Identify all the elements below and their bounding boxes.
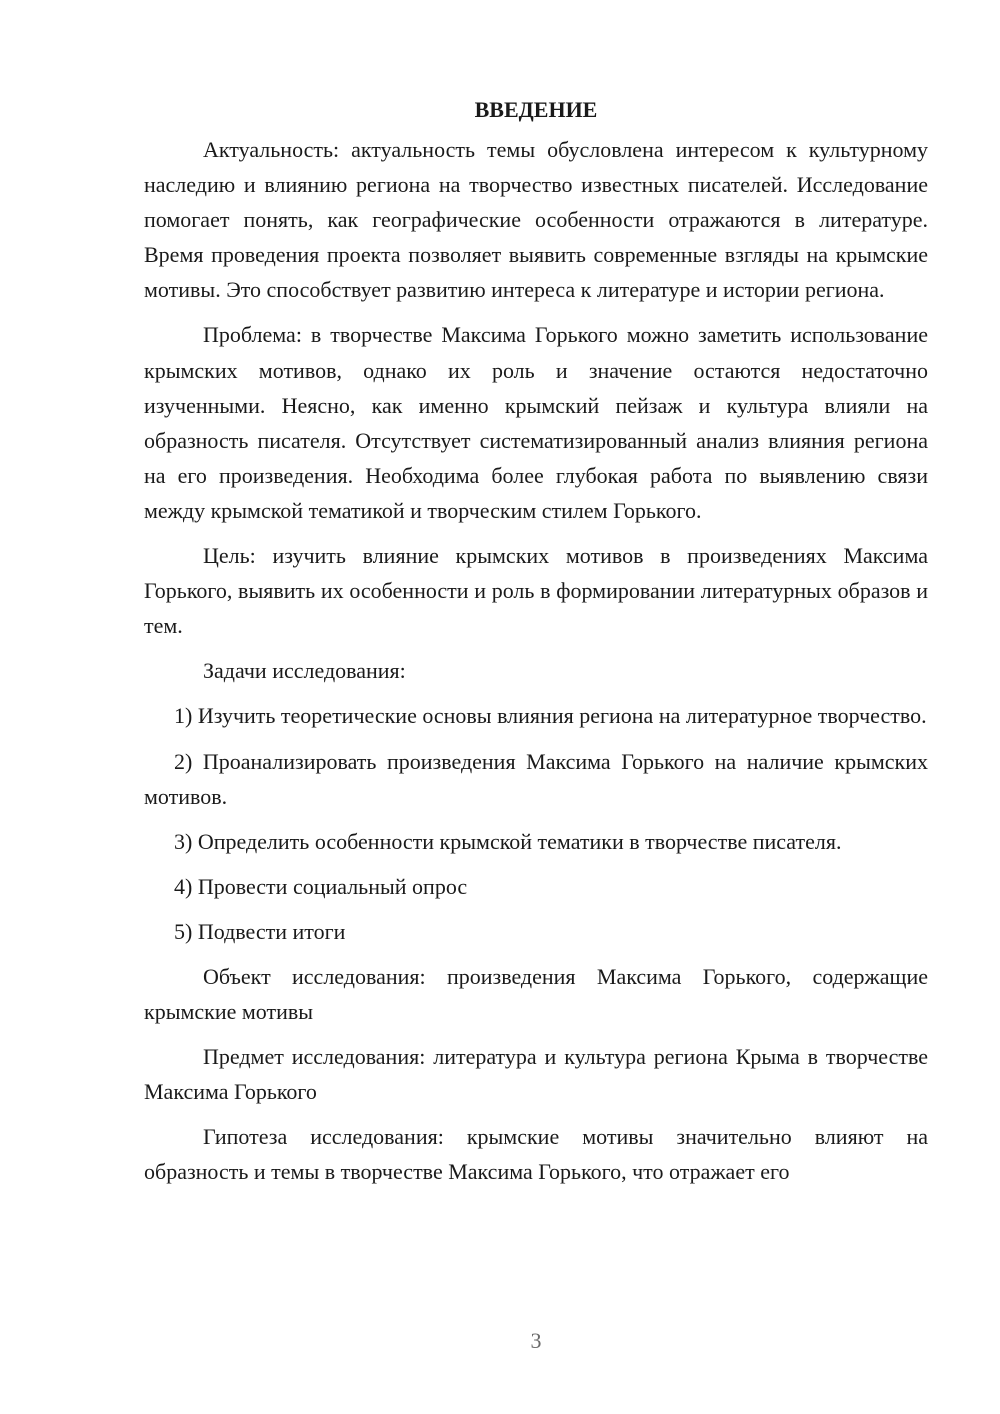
list-item: 1) Изучить теоретические основы влияния региона на литературное творчество. <box>174 703 927 729</box>
tasks-heading: Задачи исследования: <box>203 658 406 684</box>
tasks-list <box>144 698 928 949</box>
paragraph-relevance: Актуальность: актуальность темы обусловлена интересом к культурному наследию и влиянию региона на творчество известных писателей. Исследование помогает понять, как географические особенности отражаются в литературе. Время проведения проекта позволяет выявить современные взгляды на крымские мотивы. Это способствует развитию интереса к литературе и истории региона. <box>144 137 928 303</box>
document-page <box>144 92 928 1200</box>
list-item: 2) Проанализировать произведения Максима Горького на наличие крымских мотивов. <box>144 748 928 809</box>
list-item: 5) Подвести итоги <box>174 918 346 944</box>
paragraph-problem: Проблема: в творчестве Максима Горького можно заметить использование крымских мотивов, однако их роль и значение остаются недостаточно изученными. Неясно, как именно крымский пейзаж и культура влияли на образность писателя. Отсутствует систематизированный анализ влияния региона на его произведения. Необходима более глубокая работа по выявлению связи между крымской тематикой и творческим стилем Горького. <box>144 322 928 523</box>
paragraph-subject: Предмет исследования: литература и культура региона Крыма в творчестве Максима Горького <box>144 1044 928 1105</box>
page-number: 3 <box>530 1328 542 1353</box>
paragraph-object: Объект исследования: произведения Максима Горького, содержащие крымские мотивы <box>144 963 928 1025</box>
list-item: 3) Определить особенности крымской тематики в творчестве писателя. <box>174 828 842 854</box>
page-title: ВВЕДЕНИЕ <box>474 97 598 122</box>
paragraph-hypothesis: Гипотеза исследования: крымские мотивы значительно влияют на образность и темы в творчестве Максима Горького, что отражает его <box>144 1124 928 1185</box>
paragraph-goal: Цель: изучить влияние крымских мотивов в произведениях Максима Горького, выявить их особенности и роль в формировании литературных образов и тем. <box>144 543 928 639</box>
list-item: 4) Провести социальный опрос <box>174 873 468 899</box>
